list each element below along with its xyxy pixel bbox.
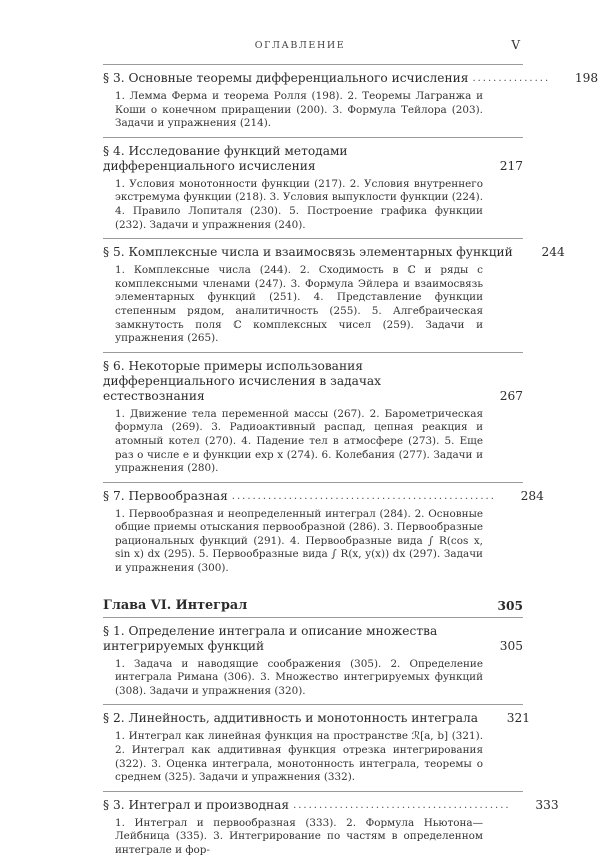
section-items: 1. Первообразная и неопределенный интеграл (284). 2. Основные общие приемы отыскания первообразной (286). 3. Первообразные рациональных функций (291). 4. Первообразные вида ∫ R(cos x, sin x) dx (295). 5. Первообразные вида ∫ R(x, y(x)) dx (297). Задачи и упражнения (300).: [115, 507, 483, 575]
section-title: § 3. Интеграл и производная: [103, 797, 290, 812]
section-page: 321: [506, 711, 530, 726]
section-page: 333: [535, 797, 559, 812]
section-items: 1. Лемма Ферма и теорема Ролля (198). 2. Теоремы Лагранжа и Коши о конечном приращении (200). 3. Формула Тейлора (203). Задачи и упражнения (214).: [115, 90, 483, 130]
section-items: 1. Интеграл и первообразная (333). 2. Формула Ньютона—Лейбница (335). 3. Интегрирование по частям в определенном интеграле и фор-: [115, 816, 483, 856]
toc-entry: [103, 792, 559, 864]
page-number: V: [511, 38, 520, 52]
toc-entry: [103, 138, 523, 238]
section-items: 1. Условия монотонности функции (217). 2. Условия внутреннего экстремума функции (218). 3. Условия выпуклости функции (224). 4. Правило Лопиталя (230). 5. Построение графика функции (232). Задачи и упражнения (240).: [115, 177, 483, 231]
section-page: 198: [574, 71, 599, 85]
chapter-title: Глава VI. Интеграл: [103, 597, 248, 613]
table-of-contents: [103, 64, 599, 864]
section-title: § 4. Исследование функций методами дифференциального исчисления: [103, 143, 348, 173]
toc-entry: [103, 483, 544, 582]
section-title: § 2. Линейность, аддитивность и монотонность интеграла: [103, 711, 478, 726]
section-items: 1. Интеграл как линейная функция на пространстве ℛ[a, b] (321). 2. Интеграл как аддитивная функция отрезка интегрирования (322). 3. Оценка интеграла, монотонность интеграла, теоремы о среднем (325). Задачи и упражнения (332).: [115, 730, 483, 784]
section-items: 1. Задача и наводящие соображения (305). 2. Определение интеграла Римана (306). 3. Множество интегрируемых функций (308). Задачи и упражнения (320).: [115, 657, 483, 697]
dot-leader: ...................................................: [231, 490, 496, 502]
toc-entry: [103, 239, 565, 352]
section-page: 244: [541, 245, 565, 260]
dot-leader: ..........................................: [293, 799, 511, 811]
section-page: 267: [499, 388, 523, 403]
section-items: 1. Комплексные числа (244). 2. Сходимость в ℂ и ряды с комплексными членами (247). 3. Формула Эйлера и взаимосвязь элементарных функций (251). 4. Представление функции степенным рядом, аналитичность (255). 5. Алгебраическая замкнутость поля ℂ комплексных чисел (259). Задачи и упражнения (265).: [115, 264, 483, 345]
toc-entry: [103, 618, 523, 705]
toc-entry: [103, 353, 523, 482]
section-title: § 1. Определение интеграла и описание множества интегрируемых функций: [103, 623, 438, 653]
dot-leader: ...............: [472, 73, 551, 84]
running-title: ОГЛАВЛЕНИЕ: [254, 40, 346, 51]
toc-entry: [103, 705, 530, 790]
chapter-heading: [103, 598, 523, 617]
section-page: 305: [499, 638, 523, 653]
chapter-page: 305: [497, 598, 523, 613]
section-title: § 6. Некоторые примеры использования дифференциального исчисления в задачах естествознания: [103, 358, 382, 403]
section-title: § 3. Основные теоремы дифференциального исчисления: [103, 71, 469, 85]
section-page: 217: [499, 158, 523, 173]
section-items: 1. Движение тела переменной массы (267). 2. Барометрическая формула (269). 3. Радиоактивный распад, цепная реакция и атомный котел (270). 4. Падение тел в атмосфере (273). 5. Еще раз о числе e и функции exp x (274). 6. Колебания (277). Задачи и упражнения (280).: [115, 407, 483, 475]
section-page: 284: [520, 488, 544, 503]
section-title: § 7. Первообразная: [103, 488, 228, 503]
toc-entry: [103, 65, 599, 137]
section-title: § 5. Комплексные числа и взаимосвязь элементарных функций: [103, 245, 513, 260]
